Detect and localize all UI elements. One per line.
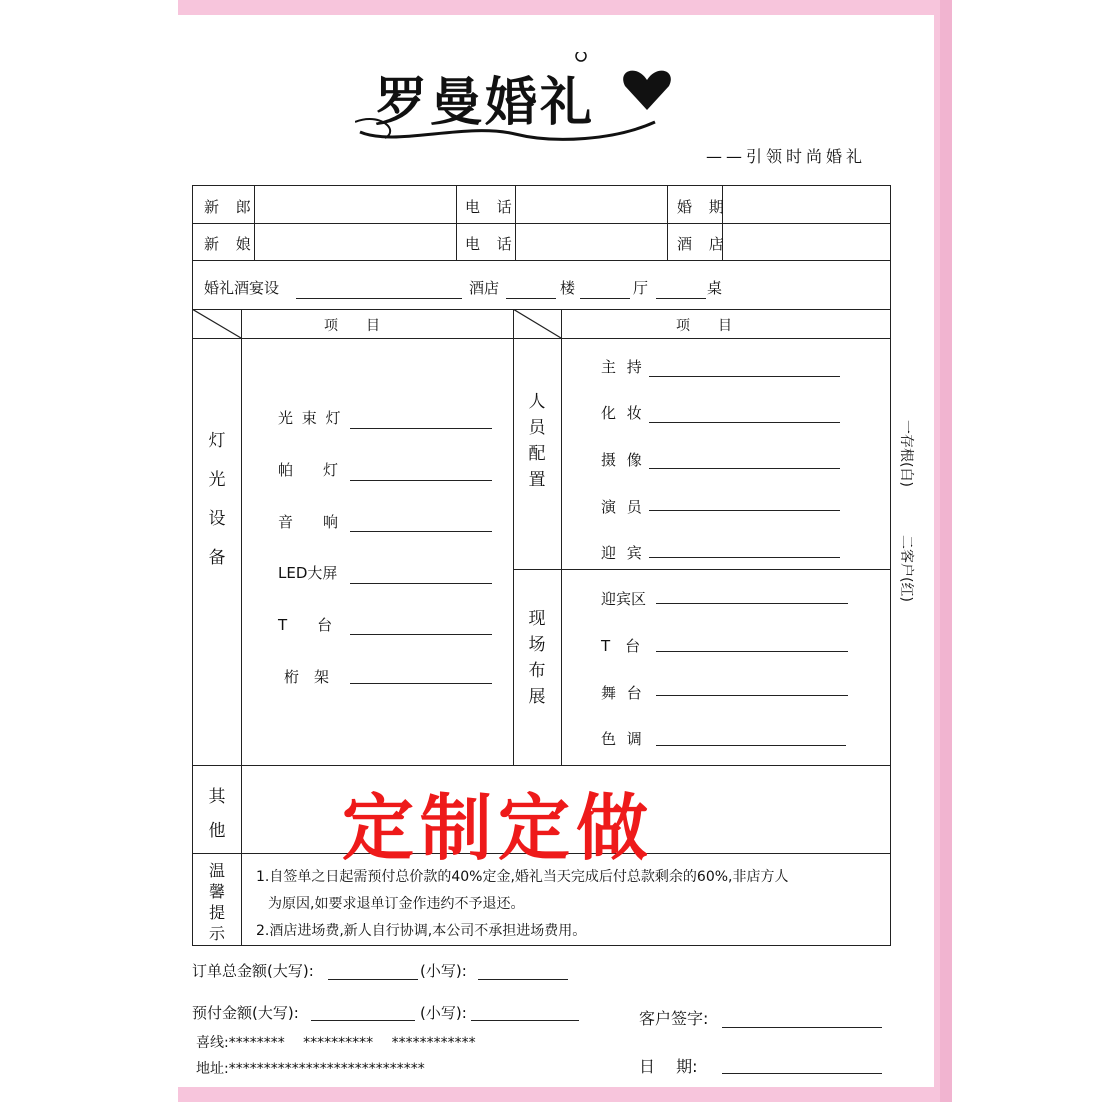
t-stage-field[interactable] xyxy=(350,634,492,635)
par-light-field[interactable] xyxy=(350,480,492,481)
row-divider xyxy=(192,260,891,261)
lighting-section-title: 灯 光 设 备 xyxy=(208,431,226,568)
prepay-label: 预付金额(大写): xyxy=(192,1004,299,1022)
col-divider xyxy=(456,185,457,260)
audio-field[interactable] xyxy=(350,531,492,532)
signature-field[interactable] xyxy=(722,1027,882,1028)
hotel-label: 酒 店 xyxy=(677,235,730,253)
tips-section-title: 温 馨 提 示 xyxy=(208,861,225,943)
audio-label: 音 响 xyxy=(278,513,339,531)
hotline: 喜线:******** ********** ************ xyxy=(196,1035,476,1051)
stage-field[interactable] xyxy=(656,695,848,696)
groom-field[interactable] xyxy=(255,186,455,222)
other-section-title: 其 他 xyxy=(208,787,226,841)
color-tone-label: 色 调 xyxy=(601,730,645,748)
banquet-floor-field[interactable] xyxy=(506,298,556,299)
slogan: ——引领时尚婚礼 xyxy=(706,147,867,166)
prepay-small-label: (小写): xyxy=(420,1004,467,1022)
order-total-label: 订单总金额(大写): xyxy=(192,962,314,980)
phone-label-2: 电 话 xyxy=(465,235,518,253)
order-small-field[interactable] xyxy=(478,979,568,980)
staff-section-title: 人 员 配 置 xyxy=(528,392,546,490)
col-divider xyxy=(561,309,562,765)
banquet-hotel-label: 酒店 xyxy=(469,279,500,297)
venue-t-stage-label: T 台 xyxy=(601,637,641,655)
host-label: 主 持 xyxy=(601,358,645,376)
t-stage-label: T 台 xyxy=(278,616,333,634)
performer-label: 演 员 xyxy=(601,498,645,516)
beam-light-field[interactable] xyxy=(350,428,492,429)
order-total-field[interactable] xyxy=(328,979,418,980)
logo-flourish xyxy=(355,52,695,144)
brand-logo xyxy=(355,52,695,144)
led-screen-field[interactable] xyxy=(350,583,492,584)
date-field[interactable] xyxy=(722,1073,882,1074)
banquet-floor-label: 楼 xyxy=(560,279,576,297)
truss-label: 桁 架 xyxy=(284,668,330,686)
groom-label: 新 郎 xyxy=(204,198,257,216)
date-label: 日 期: xyxy=(639,1057,698,1076)
banquet-hall-label: 厅 xyxy=(633,279,649,297)
phone-field-2[interactable] xyxy=(516,224,666,259)
banquet-hotel-field[interactable] xyxy=(296,298,462,299)
pink-sheet-edge xyxy=(940,0,952,1102)
makeup-field[interactable] xyxy=(649,422,840,423)
beam-light-label: 光 束 灯 xyxy=(278,409,343,427)
wedding-date-label: 婚 期 xyxy=(677,198,730,216)
row-divider xyxy=(513,569,891,570)
tip-line-2: 2.酒店进场费,新人自行协调,本公司不承担进场费用。 xyxy=(256,923,587,939)
camera-field[interactable] xyxy=(649,468,840,469)
camera-label: 摄 像 xyxy=(601,451,645,469)
stage-label: 舞 台 xyxy=(601,684,645,702)
greeter-label: 迎 宾 xyxy=(601,544,645,562)
col-divider xyxy=(241,853,242,946)
items-header-left: 项 目 xyxy=(324,318,380,334)
greeter-field[interactable] xyxy=(649,557,840,558)
makeup-label: 化 妆 xyxy=(601,404,645,422)
color-tone-field[interactable] xyxy=(656,745,846,746)
diagonal-header-cell xyxy=(192,309,242,339)
prepay-small-field[interactable] xyxy=(471,1020,579,1021)
truss-field[interactable] xyxy=(350,683,492,684)
address: 地址:**************************** xyxy=(196,1061,425,1077)
heart-icon xyxy=(623,71,671,110)
brand-name: 罗曼婚礼 xyxy=(375,72,596,133)
bride-field[interactable] xyxy=(255,224,455,259)
banquet-tables-label: 桌 xyxy=(707,279,723,297)
diagonal-header-cell xyxy=(513,309,562,339)
signature-label: 客户签字: xyxy=(639,1009,709,1028)
banquet-hall-field[interactable] xyxy=(580,298,630,299)
performer-field[interactable] xyxy=(649,510,840,511)
items-header-right: 项 目 xyxy=(676,318,732,334)
venue-t-stage-field[interactable] xyxy=(656,651,848,652)
led-screen-label: LED大屏 xyxy=(278,564,338,582)
order-small-label: (小写): xyxy=(420,962,467,980)
col-divider xyxy=(667,185,668,260)
tip-line-1: 1.自签单之日起需预付总价款的40%定金,婚礼当天完成后付总款剩余的60%,非店方人 xyxy=(256,869,789,885)
col-divider xyxy=(513,309,514,765)
rose-icon xyxy=(576,52,586,61)
banquet-tables-field[interactable] xyxy=(656,298,706,299)
tip-line-1-cont: 为原因,如要求退单订金作违约不予退还。 xyxy=(268,896,525,912)
wedding-date-field[interactable] xyxy=(723,186,889,222)
phone-label-1: 电 话 xyxy=(465,198,518,216)
hotel-field[interactable] xyxy=(723,224,889,259)
host-field[interactable] xyxy=(649,376,840,377)
welcome-area-label: 迎宾区 xyxy=(601,590,647,608)
welcome-area-field[interactable] xyxy=(656,603,848,604)
venue-section-title: 现 场 布 展 xyxy=(528,609,546,707)
par-light-label: 帕 灯 xyxy=(278,461,339,479)
phone-field-1[interactable] xyxy=(516,186,666,222)
bride-label: 新 娘 xyxy=(204,235,257,253)
prepay-field[interactable] xyxy=(311,1020,415,1021)
custom-made-stamp: 定制定做 xyxy=(342,786,655,870)
banquet-label: 婚礼酒宴设 xyxy=(204,279,280,297)
